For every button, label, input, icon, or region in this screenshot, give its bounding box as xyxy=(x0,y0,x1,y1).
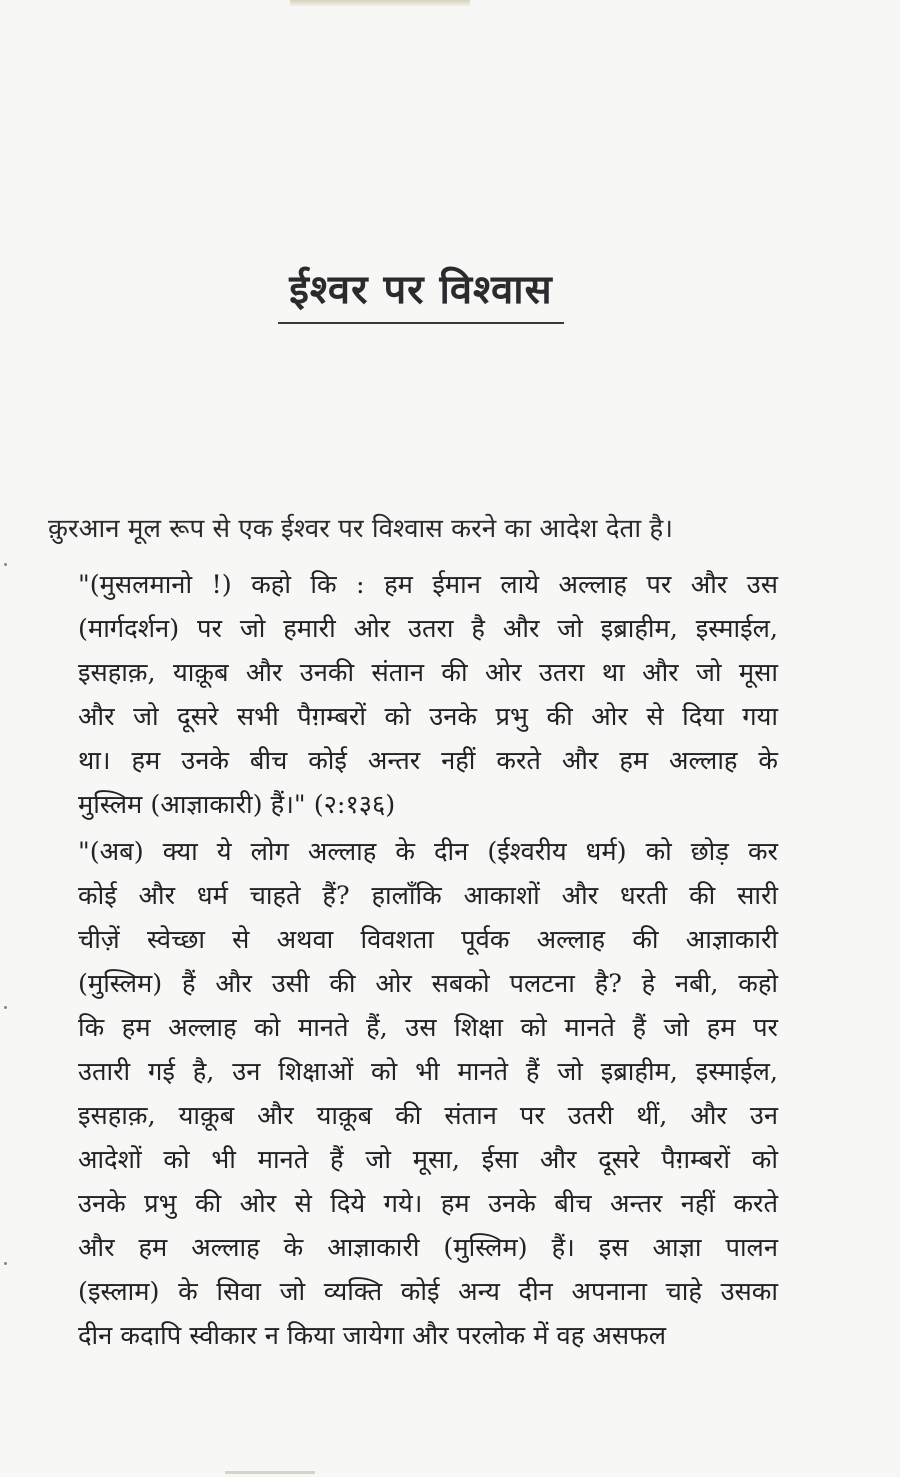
text-line: उतारी गई है, उन शिक्षाओं को भी मानते हैं जो इब्राहीम, इस्माईल, xyxy=(78,1057,778,1087)
text-line: कोई और धर्म चाहते हैं? हालाँकि आकाशों और धरती की सारी xyxy=(78,881,778,911)
text-line: "(मुसलमानो !) कहो कि : हम ईमान लाये अल्लाह पर और उस xyxy=(78,570,778,600)
text-line: (मुस्लिम) हैं और उसी की ओर सबको पलटना है? हे नबी, कहो xyxy=(78,969,778,999)
text-line: (मार्गदर्शन) पर जो हमारी ओर उतरा है और जो इब्राहीम, इस्माईल, xyxy=(78,614,778,644)
intro-sentence: क़ुरआन मूल रूप से एक ईश्वर पर विश्वास करने का आदेश देता है। xyxy=(48,514,673,544)
margin-mark xyxy=(4,1006,7,1009)
text-line: था। हम उनके बीच कोई अन्तर नहीं करते और हम अल्लाह के xyxy=(78,746,778,776)
text-line: कि हम अल्लाह को मानते हैं, उस शिक्षा को मानते हैं जो हम पर xyxy=(78,1013,778,1043)
text-line: मुस्लिम (आज्ञाकारी) हैं।" (२:१३६) xyxy=(78,790,396,820)
title-underline xyxy=(278,322,564,324)
text-line: उनके प्रभु की ओर से दिये गये। हम उनके बीच अन्तर नहीं करते xyxy=(78,1189,778,1219)
text-line: चीज़ें स्वेच्छा से अथवा विवशता पूर्वक अल्लाह की आज्ञाकारी xyxy=(78,925,778,955)
quote-paragraph-2 xyxy=(78,830,778,1358)
text-line: दीन कदापि स्वीकार न किया जायेगा और परलोक में वह असफल xyxy=(78,1321,667,1351)
text-line: और हम अल्लाह के आज्ञाकारी (मुस्लिम) हैं। इस आज्ञा पालन xyxy=(78,1233,778,1263)
text-line: "(अब) क्या ये लोग अल्लाह के दीन (ईश्वरीय धर्म) को छोड़ कर xyxy=(78,837,778,867)
text-line: आदेशों को भी मानते हैं जो मूसा, ईसा और दूसरे पैग़म्बरों को xyxy=(78,1145,778,1175)
heading-block xyxy=(278,262,564,324)
page-title: ईश्वर पर विश्वास xyxy=(289,266,553,313)
text-line: इसहाक़, याक़ूब और उनकी संतान की ओर उतरा था और जो मूसा xyxy=(78,658,778,688)
text-line: और जो दूसरे सभी पैग़म्बरों को उनके प्रभु की ओर से दिया गया xyxy=(78,702,778,732)
page-top-edge xyxy=(290,0,470,6)
text-line: इसहाक़, याक़ूब और याक़ूब की संतान पर उतरी थीं, और उन xyxy=(78,1101,778,1131)
quote-paragraph-1 xyxy=(78,563,778,827)
margin-mark xyxy=(4,1262,7,1265)
page-bottom-edge xyxy=(225,1471,315,1474)
margin-mark xyxy=(4,563,7,566)
text-line: (इस्लाम) के सिवा जो व्यक्ति कोई अन्य दीन अपनाना चाहे उसका xyxy=(78,1277,778,1307)
